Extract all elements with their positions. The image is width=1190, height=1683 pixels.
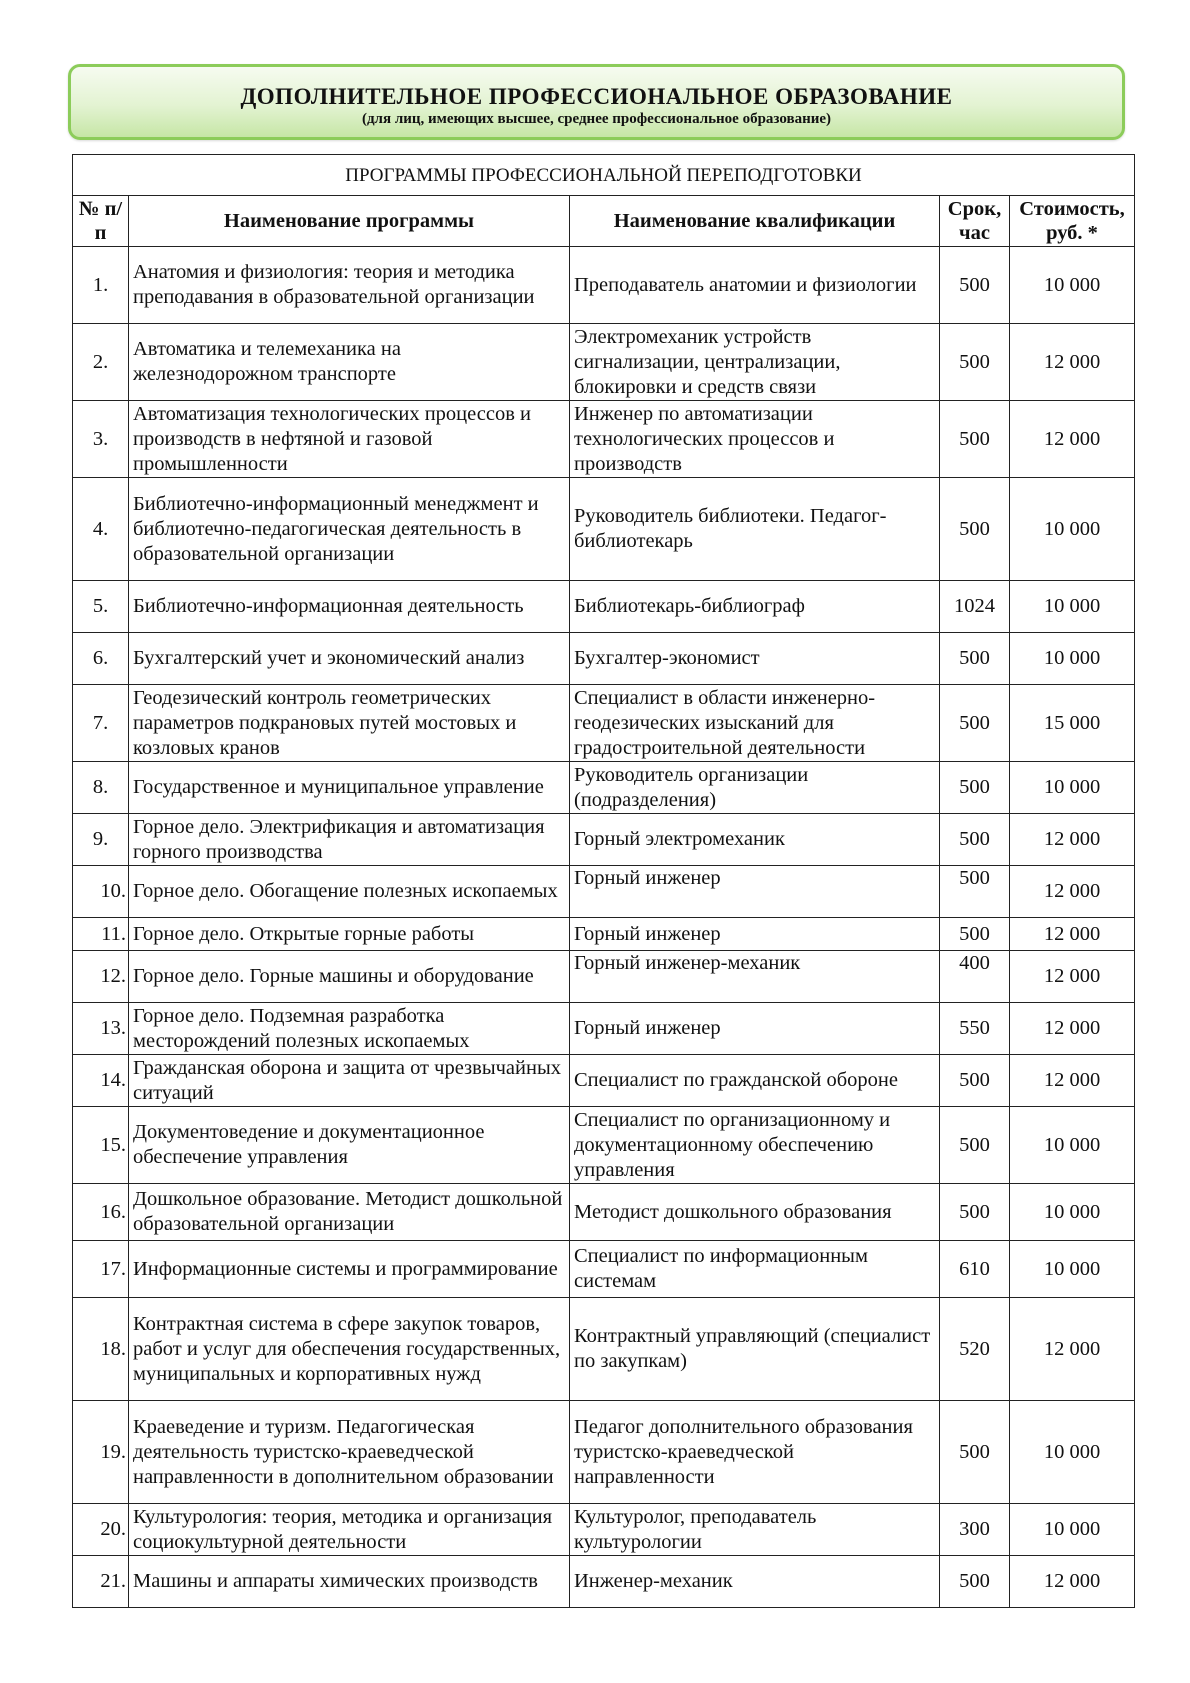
program-name: Краеведение и туризм. Педагогическая деятельность туристско-краеведческой направленности в дополнительном образовании [129,1401,570,1504]
cost-value: 12 000 [1010,814,1135,866]
program-name: Горное дело. Горные машины и оборудование [129,951,570,1003]
row-number: 13. [73,1003,129,1055]
row-number: 4. [73,478,129,581]
row-number: 7. [73,685,129,762]
program-name: Контрактная система в сфере закупок товаров, работ и услуг для обеспечения государственных, муниципальных и корпоративных нужд [129,1298,570,1401]
row-number: 12. [73,951,129,1003]
column-header-name: Наименование программы [129,196,570,247]
duration-hours: 300 [940,1504,1010,1556]
column-header-num: № п/п [73,196,129,247]
row-number: 6. [73,633,129,685]
duration-hours: 500 [940,685,1010,762]
cost-value: 12 000 [1010,1556,1135,1608]
program-name: Дошкольное образование. Методист дошкольной образовательной организации [129,1184,570,1241]
table-row [73,401,1135,478]
qualification-name: Методист дошкольного образования [570,1184,940,1241]
qualification-name: Горный инженер [570,918,940,951]
duration-hours: 500 [940,1055,1010,1107]
duration-hours: 500 [940,762,1010,814]
duration-hours: 500 [940,401,1010,478]
program-name: Горное дело. Электрификация и автоматизация горного производства [129,814,570,866]
row-number: 20. [73,1504,129,1556]
table-row [73,633,1135,685]
table-row [73,762,1135,814]
qualification-name: Контрактный управляющий (специалист по закупкам) [570,1298,940,1401]
table-row [73,247,1135,324]
cost-value: 12 000 [1010,918,1135,951]
table-row [73,1241,1135,1298]
program-name: Библиотечно-информационная деятельность [129,581,570,633]
qualification-name: Инженер по автоматизации технологических процессов и производств [570,401,940,478]
program-name: Бухгалтерский учет и экономический анализ [129,633,570,685]
duration-hours: 500 [940,1107,1010,1184]
table-row [73,685,1135,762]
table-row [73,1556,1135,1608]
program-name: Культурология: теория, методика и организация социокультурной деятельности [129,1504,570,1556]
table-row [73,1401,1135,1504]
cost-value: 10 000 [1010,1241,1135,1298]
header-banner [68,64,1125,140]
duration-hours: 520 [940,1298,1010,1401]
program-name: Анатомия и физиология: теория и методика преподавания в образовательной организации [129,247,570,324]
program-name: Информационные системы и программирование [129,1241,570,1298]
program-name: Государственное и муниципальное управление [129,762,570,814]
qualification-name: Горный инженер [570,866,940,918]
duration-hours: 500 [940,1556,1010,1608]
cost-value: 10 000 [1010,247,1135,324]
row-number: 10. [73,866,129,918]
qualification-name: Специалист в области инженерно-геодезических изысканий для градостроительной деятельности [570,685,940,762]
programs-table [72,154,1135,1608]
duration-hours: 500 [940,478,1010,581]
qualification-name: Бухгалтер-экономист [570,633,940,685]
section-title-row [73,155,1135,196]
duration-hours: 500 [940,1401,1010,1504]
qualification-name: Горный инженер [570,1003,940,1055]
row-number: 18. [73,1298,129,1401]
cost-value: 10 000 [1010,581,1135,633]
row-number: 16. [73,1184,129,1241]
row-number: 9. [73,814,129,866]
cost-value: 10 000 [1010,1401,1135,1504]
table-row [73,1504,1135,1556]
table-row [73,918,1135,951]
duration-hours: 1024 [940,581,1010,633]
cost-value: 12 000 [1010,866,1135,918]
table-row [73,1298,1135,1401]
duration-hours: 500 [940,918,1010,951]
program-name: Библиотечно-информационный менеджмент и библиотечно-педагогическая деятельность в образовательной организации [129,478,570,581]
program-name: Горное дело. Подземная разработка месторождений полезных ископаемых [129,1003,570,1055]
qualification-name: Библиотекарь-библиограф [570,581,940,633]
qualification-name: Руководитель организации (подразделения) [570,762,940,814]
qualification-name: Преподаватель анатомии и физиологии [570,247,940,324]
qualification-name: Руководитель библиотеки. Педагог-библиотекарь [570,478,940,581]
table-row [73,1184,1135,1241]
qualification-name: Горный инженер-механик [570,951,940,1003]
row-number: 8. [73,762,129,814]
table-body [73,247,1135,1608]
table-row [73,478,1135,581]
program-name: Горное дело. Открытые горные работы [129,918,570,951]
cost-value: 10 000 [1010,633,1135,685]
qualification-name: Горный электромеханик [570,814,940,866]
program-name: Машины и аппараты химических производств [129,1556,570,1608]
duration-hours: 500 [940,1184,1010,1241]
table-row [73,814,1135,866]
table-row [73,866,1135,918]
cost-value: 15 000 [1010,685,1135,762]
row-number: 11. [73,918,129,951]
cost-value: 12 000 [1010,1055,1135,1107]
row-number: 3. [73,401,129,478]
qualification-name: Специалист по гражданской обороне [570,1055,940,1107]
duration-hours: 550 [940,1003,1010,1055]
program-name: Документоведение и документационное обеспечение управления [129,1107,570,1184]
duration-hours: 610 [940,1241,1010,1298]
row-number: 5. [73,581,129,633]
row-number: 1. [73,247,129,324]
qualification-name: Педагог дополнительного образования туристско-краеведческой направленности [570,1401,940,1504]
cost-value: 12 000 [1010,1298,1135,1401]
program-name: Автоматика и телемеханика на железнодорожном транспорте [129,324,570,401]
qualification-name: Электромеханик устройств сигнализации, централизации, блокировки и средств связи [570,324,940,401]
page-title: ДОПОЛНИТЕЛЬНОЕ ПРОФЕССИОНАЛЬНОЕ ОБРАЗОВАНИЕ [240,84,953,109]
qualification-name: Специалист по информационным системам [570,1241,940,1298]
column-header-hours: Срок, час [940,196,1010,247]
table-row [73,1055,1135,1107]
cost-value: 10 000 [1010,1184,1135,1241]
program-name: Горное дело. Обогащение полезных ископаемых [129,866,570,918]
section-title: ПРОГРАММЫ ПРОФЕССИОНАЛЬНОЙ ПЕРЕПОДГОТОВКИ [73,155,1135,196]
row-number: 17. [73,1241,129,1298]
table-row [73,324,1135,401]
row-number: 15. [73,1107,129,1184]
row-number: 2. [73,324,129,401]
column-header-qualification: Наименование квалификации [570,196,940,247]
table-row [73,1107,1135,1184]
column-header-cost: Стоимость, руб. * [1010,196,1135,247]
cost-value: 12 000 [1010,1003,1135,1055]
cost-value: 10 000 [1010,1107,1135,1184]
duration-hours: 500 [940,866,1010,918]
program-name: Гражданская оборона и защита от чрезвычайных ситуаций [129,1055,570,1107]
row-number: 21. [73,1556,129,1608]
cost-value: 12 000 [1010,951,1135,1003]
table-row [73,951,1135,1003]
duration-hours: 400 [940,951,1010,1003]
cost-value: 10 000 [1010,1504,1135,1556]
page-subtitle: (для лиц, имеющих высшее, среднее профессиональное образование) [361,111,832,127]
qualification-name: Культуролог, преподаватель культурологии [570,1504,940,1556]
row-number: 14. [73,1055,129,1107]
duration-hours: 500 [940,633,1010,685]
duration-hours: 500 [940,324,1010,401]
qualification-name: Инженер-механик [570,1556,940,1608]
duration-hours: 500 [940,247,1010,324]
program-name: Геодезический контроль геометрических параметров подкрановых путей мостовых и козловых кранов [129,685,570,762]
qualification-name: Специалист по организационному и документационному обеспечению управления [570,1107,940,1184]
cost-value: 10 000 [1010,478,1135,581]
duration-hours: 500 [940,814,1010,866]
table-row [73,1003,1135,1055]
cost-value: 12 000 [1010,401,1135,478]
table-row [73,581,1135,633]
cost-value: 10 000 [1010,762,1135,814]
cost-value: 12 000 [1010,324,1135,401]
table-header-row [73,196,1135,247]
program-name: Автоматизация технологических процессов и производств в нефтяной и газовой промышленности [129,401,570,478]
row-number: 19. [73,1401,129,1504]
